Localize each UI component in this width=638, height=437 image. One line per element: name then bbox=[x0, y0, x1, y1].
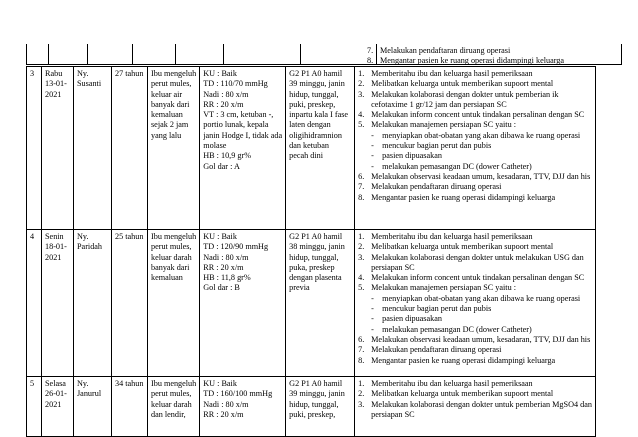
column-divider bbox=[132, 44, 133, 65]
action-item bbox=[358, 79, 592, 89]
complaint-line: yang lalu bbox=[151, 130, 182, 140]
action-text: Melakukan kolaborasi dengan dokter untuk pemberian ik cefotaxime 1 gr/12 jam dan persiapan SC bbox=[371, 89, 559, 109]
diagnosis-line: hidup, tunggal, bbox=[289, 399, 339, 409]
diagnosis-line: puki, preskep, bbox=[289, 99, 336, 109]
visit-date bbox=[42, 230, 74, 377]
action-subitem bbox=[358, 151, 592, 161]
complaint-line: perut mules, bbox=[151, 389, 192, 399]
action-subitem-text: mencukur bagian perut dan pubis bbox=[382, 304, 492, 314]
action-text: Melakukan pendaftaran diruang operasi bbox=[371, 345, 502, 355]
complaint-line: banyak dari bbox=[151, 262, 190, 272]
action-item bbox=[358, 335, 592, 345]
action-item: 8. Mengantar pasien ke ruang operasi didampingi keluarga bbox=[367, 56, 565, 66]
table-row bbox=[27, 377, 596, 437]
row-number: 5 bbox=[27, 377, 42, 437]
action-text: Melakukan manajemen persiapan SC yaitu : bbox=[371, 120, 516, 130]
action-subitem-text: menyiapkan obat-obatan yang akan dibawa ke ruang operasi bbox=[382, 293, 581, 303]
dash-bullet: - bbox=[371, 324, 374, 334]
diagnosis-line: inpartu kala I fase bbox=[289, 110, 349, 120]
action-text: Melakukan inform concent untuk tindakan persalinan dengan SC bbox=[371, 273, 585, 283]
examination bbox=[200, 67, 286, 230]
diagnosis-line: pecah dini bbox=[289, 151, 324, 161]
diagnosis-line: 39 minggu, janin bbox=[289, 389, 345, 399]
action-text: Memberitahu ibu dan keluarga hasil pemeriksaan bbox=[371, 232, 533, 241]
action-item bbox=[358, 172, 592, 182]
action-item bbox=[358, 253, 592, 274]
complaint-line: keluar air bbox=[151, 89, 183, 99]
action-item: 7. Melakukan pendaftaran diruang operasi bbox=[367, 46, 511, 55]
diagnosis-line: 39 minggu, janin bbox=[289, 79, 345, 89]
action-subitem-text: pasien dipuasakan bbox=[382, 151, 442, 161]
table-row bbox=[27, 67, 596, 230]
complaint bbox=[148, 67, 200, 230]
visit-date-value: 13-01-2021 bbox=[45, 79, 67, 99]
examination-line: TD : 160/100 mmHg bbox=[203, 389, 273, 399]
dash-bullet: - bbox=[371, 304, 374, 314]
dash-bullet: - bbox=[371, 130, 374, 140]
diagnosis-line: oligihidramnion bbox=[289, 130, 342, 140]
diagnosis-line: hidup, tunggal, bbox=[289, 89, 339, 99]
action-number: 8. bbox=[358, 192, 365, 202]
column-divider bbox=[223, 44, 224, 65]
examination-line: janin Hodge I, tidak ada bbox=[203, 130, 283, 140]
action-number: 4. bbox=[358, 273, 365, 283]
complaint-line: kemaluan bbox=[151, 273, 183, 283]
action-subitem-text: menyiapkan obat-obatan yang akan dibawa ke ruang operasi bbox=[382, 130, 581, 140]
examination-line: Gol dar : B bbox=[203, 283, 240, 293]
examination-line: HB : 10,9 gr% bbox=[203, 151, 252, 161]
diagnosis-line: puka, preskep bbox=[289, 262, 335, 272]
diagnosis-line: G2 P1 A0 hamil bbox=[289, 69, 343, 78]
action-item bbox=[358, 389, 592, 399]
action-subitem bbox=[358, 325, 592, 335]
action-item bbox=[358, 110, 592, 120]
action-text: Memberitahu ibu dan keluarga hasil pemeriksaan bbox=[371, 69, 533, 78]
actions bbox=[355, 230, 596, 377]
action-item bbox=[358, 69, 592, 79]
column-divider bbox=[48, 44, 49, 65]
action-number: 6. bbox=[358, 171, 365, 181]
action-number: 5. bbox=[358, 283, 365, 293]
complaint-line: perut mules, bbox=[151, 242, 192, 252]
complaint-line: Ibu mengeluh bbox=[151, 69, 197, 78]
actions bbox=[355, 67, 596, 230]
action-subitem bbox=[358, 304, 592, 314]
actions bbox=[355, 377, 596, 437]
action-item bbox=[358, 283, 592, 293]
action-text: Mengantar pasien ke ruang operasi didampingi keluarga bbox=[371, 192, 556, 202]
diagnosis bbox=[286, 230, 355, 377]
action-number: 3. bbox=[358, 252, 365, 262]
action-subitem-text: pasien dipuasakan bbox=[382, 314, 442, 324]
action-number: 1. bbox=[358, 379, 365, 388]
action-item bbox=[358, 345, 592, 355]
complaint-line: Ibu mengeluh bbox=[151, 379, 197, 388]
patient-age: 27 tahun bbox=[112, 67, 148, 230]
visit-date bbox=[42, 67, 74, 230]
examination-line: TD : 110/70 mmHg bbox=[203, 79, 268, 89]
action-text: Melibatkan keluarga untuk memberikan supoort mental bbox=[371, 242, 554, 252]
action-number: 8. bbox=[358, 355, 365, 365]
action-item bbox=[358, 273, 592, 283]
patient-age: 34 tahun bbox=[112, 377, 148, 437]
action-number: 3. bbox=[358, 399, 365, 409]
complaint bbox=[148, 230, 200, 377]
diagnosis-line: G2 P1 A0 hamil bbox=[289, 379, 343, 388]
visit-day: Senin bbox=[45, 232, 64, 241]
complaint-line: Ibu mengeluh bbox=[151, 232, 197, 241]
patient-table bbox=[26, 66, 596, 437]
column-divider bbox=[175, 44, 176, 65]
action-number: 1. bbox=[358, 69, 365, 78]
diagnosis-line: hidup, tunggal, bbox=[289, 252, 339, 262]
action-number: 6. bbox=[358, 334, 365, 344]
action-text: Melakukan observasi keadaan umum, kesadaran, TTV, DJJ dan his bbox=[371, 334, 591, 344]
row-number: 4 bbox=[27, 230, 42, 377]
examination-line: RR : 20 x/m bbox=[203, 99, 244, 109]
action-subitem bbox=[358, 131, 592, 141]
action-subitem bbox=[358, 314, 592, 324]
examination-line: Gol dar : A bbox=[203, 161, 240, 171]
action-number: 2. bbox=[358, 79, 365, 89]
action-text: Melakukan inform concent untuk tindakan persalinan dengan SC bbox=[371, 110, 585, 120]
complaint-line: kemaluan bbox=[151, 110, 183, 120]
complaint-line: banyak dari bbox=[151, 99, 190, 109]
action-number: 5. bbox=[358, 120, 365, 130]
examination-line: KU : Baik bbox=[203, 379, 237, 388]
action-item bbox=[358, 232, 592, 242]
action-text: Memberitahu ibu dan keluarga hasil pemeriksaan bbox=[371, 379, 533, 388]
action-subitem-text: mencukur bagian perut dan pubis bbox=[382, 141, 492, 151]
column-divider bbox=[87, 44, 88, 65]
visit-day: Rabu bbox=[45, 69, 63, 78]
examination-line: RR : 20 x/m bbox=[203, 409, 244, 419]
action-number: 7. bbox=[358, 345, 365, 355]
action-text: Melibatkan keluarga untuk memberikan supoort mental bbox=[371, 389, 554, 399]
diagnosis-line: laten dengan bbox=[289, 120, 331, 130]
dash-bullet: - bbox=[371, 151, 374, 161]
diagnosis bbox=[286, 67, 355, 230]
examination bbox=[200, 230, 286, 377]
action-number: 1. bbox=[358, 232, 365, 241]
dash-bullet: - bbox=[371, 314, 374, 324]
action-number: 3. bbox=[358, 89, 365, 99]
dash-bullet: - bbox=[371, 161, 374, 171]
examination-line: KU : Baik bbox=[203, 232, 237, 241]
action-text: Melibatkan keluarga untuk memberikan supoort mental bbox=[371, 79, 554, 89]
action-number: 4. bbox=[358, 110, 365, 120]
diagnosis-line: previa bbox=[289, 283, 310, 293]
patient-name: Ny. Susanti bbox=[74, 67, 112, 230]
action-subitem bbox=[358, 141, 592, 151]
action-number: 2. bbox=[358, 242, 365, 252]
examination-line: molase bbox=[203, 141, 227, 151]
action-subitem bbox=[358, 162, 592, 172]
action-number: 2. bbox=[358, 389, 365, 399]
row-number: 3 bbox=[27, 67, 42, 230]
visit-day: Selasa bbox=[45, 379, 66, 388]
patient-name: Ny. Paridah bbox=[74, 230, 112, 377]
action-item bbox=[358, 182, 592, 192]
action-item bbox=[358, 379, 592, 389]
action-subitem-text: melakukan pemasangan DC (dower Catheter) bbox=[382, 161, 532, 171]
patient-name: Ny. Janurul bbox=[74, 377, 112, 437]
action-number: 7. bbox=[358, 182, 365, 192]
examination-line: RR : 20 x/m bbox=[203, 262, 244, 272]
examination-line: HB : 11,8 gr% bbox=[203, 273, 251, 283]
complaint-line: keluar darah bbox=[151, 399, 192, 409]
examination-line: TD : 120/90 mmHg bbox=[203, 242, 269, 252]
examination-line: Nadi : 80 x/m bbox=[203, 399, 249, 409]
action-item bbox=[358, 120, 592, 130]
complaint-line: sejak 2 jam bbox=[151, 120, 189, 130]
action-text: Melakukan pendaftaran diruang operasi bbox=[371, 182, 502, 192]
action-item bbox=[358, 356, 592, 366]
visit-date-value: 18-01-2021 bbox=[45, 242, 67, 262]
examination-line: portio lunak, kepala bbox=[203, 120, 269, 130]
diagnosis-line: dengan plasenta bbox=[289, 273, 342, 283]
action-text: Melakukan manajemen persiapan SC yaitu : bbox=[371, 283, 516, 293]
patient-age: 25 tahun bbox=[112, 230, 148, 377]
action-text: Melakukan kolaborasi dengan dokter untuk melakukan USG dan persiapan SC bbox=[371, 252, 584, 272]
complaint bbox=[148, 377, 200, 437]
complaint-line: perut mules, bbox=[151, 79, 192, 89]
action-text: Mengantar pasien ke ruang operasi didampingi keluarga bbox=[371, 355, 556, 365]
action-item bbox=[358, 242, 592, 252]
examination-line: KU : Baik bbox=[203, 69, 237, 78]
diagnosis-line: G2 P1 A0 hamil bbox=[289, 232, 343, 241]
examination-line: Nadi : 80 x/m bbox=[203, 252, 249, 262]
action-item bbox=[358, 90, 592, 111]
continuation-actions bbox=[367, 46, 617, 67]
examination bbox=[200, 377, 286, 437]
examination-line: VT : 3 cm, ketuban -, bbox=[203, 110, 274, 120]
action-subitem bbox=[358, 294, 592, 304]
action-item bbox=[358, 400, 592, 421]
complaint-line: keluar darah bbox=[151, 252, 192, 262]
diagnosis-line: puki, preskep, bbox=[289, 409, 336, 419]
examination-line: Nadi : 80 x/m bbox=[203, 89, 249, 99]
action-item bbox=[358, 193, 592, 203]
diagnosis-line: 38 minggu, janin bbox=[289, 242, 345, 252]
table-row bbox=[27, 230, 596, 377]
column-divider bbox=[376, 44, 377, 65]
action-text: Melakukan kolaborasi dengan dokter untuk pemberian MgSO4 dan persiapan SC bbox=[371, 399, 592, 419]
visit-date bbox=[42, 377, 74, 437]
diagnosis-line: dan ketuban bbox=[289, 141, 329, 151]
column-divider bbox=[300, 44, 301, 65]
diagnosis bbox=[286, 377, 355, 437]
dash-bullet: - bbox=[371, 141, 374, 151]
complaint-line: dan lendir, bbox=[151, 409, 186, 419]
action-text: Melakukan observasi keadaan umum, kesadaran, TTV, DJJ dan his bbox=[371, 171, 591, 181]
action-subitem-text: melakukan pemasangan DC (dower Catheter) bbox=[382, 324, 532, 334]
dash-bullet: - bbox=[371, 293, 374, 303]
visit-date-value: 26-01-2021 bbox=[45, 389, 67, 409]
